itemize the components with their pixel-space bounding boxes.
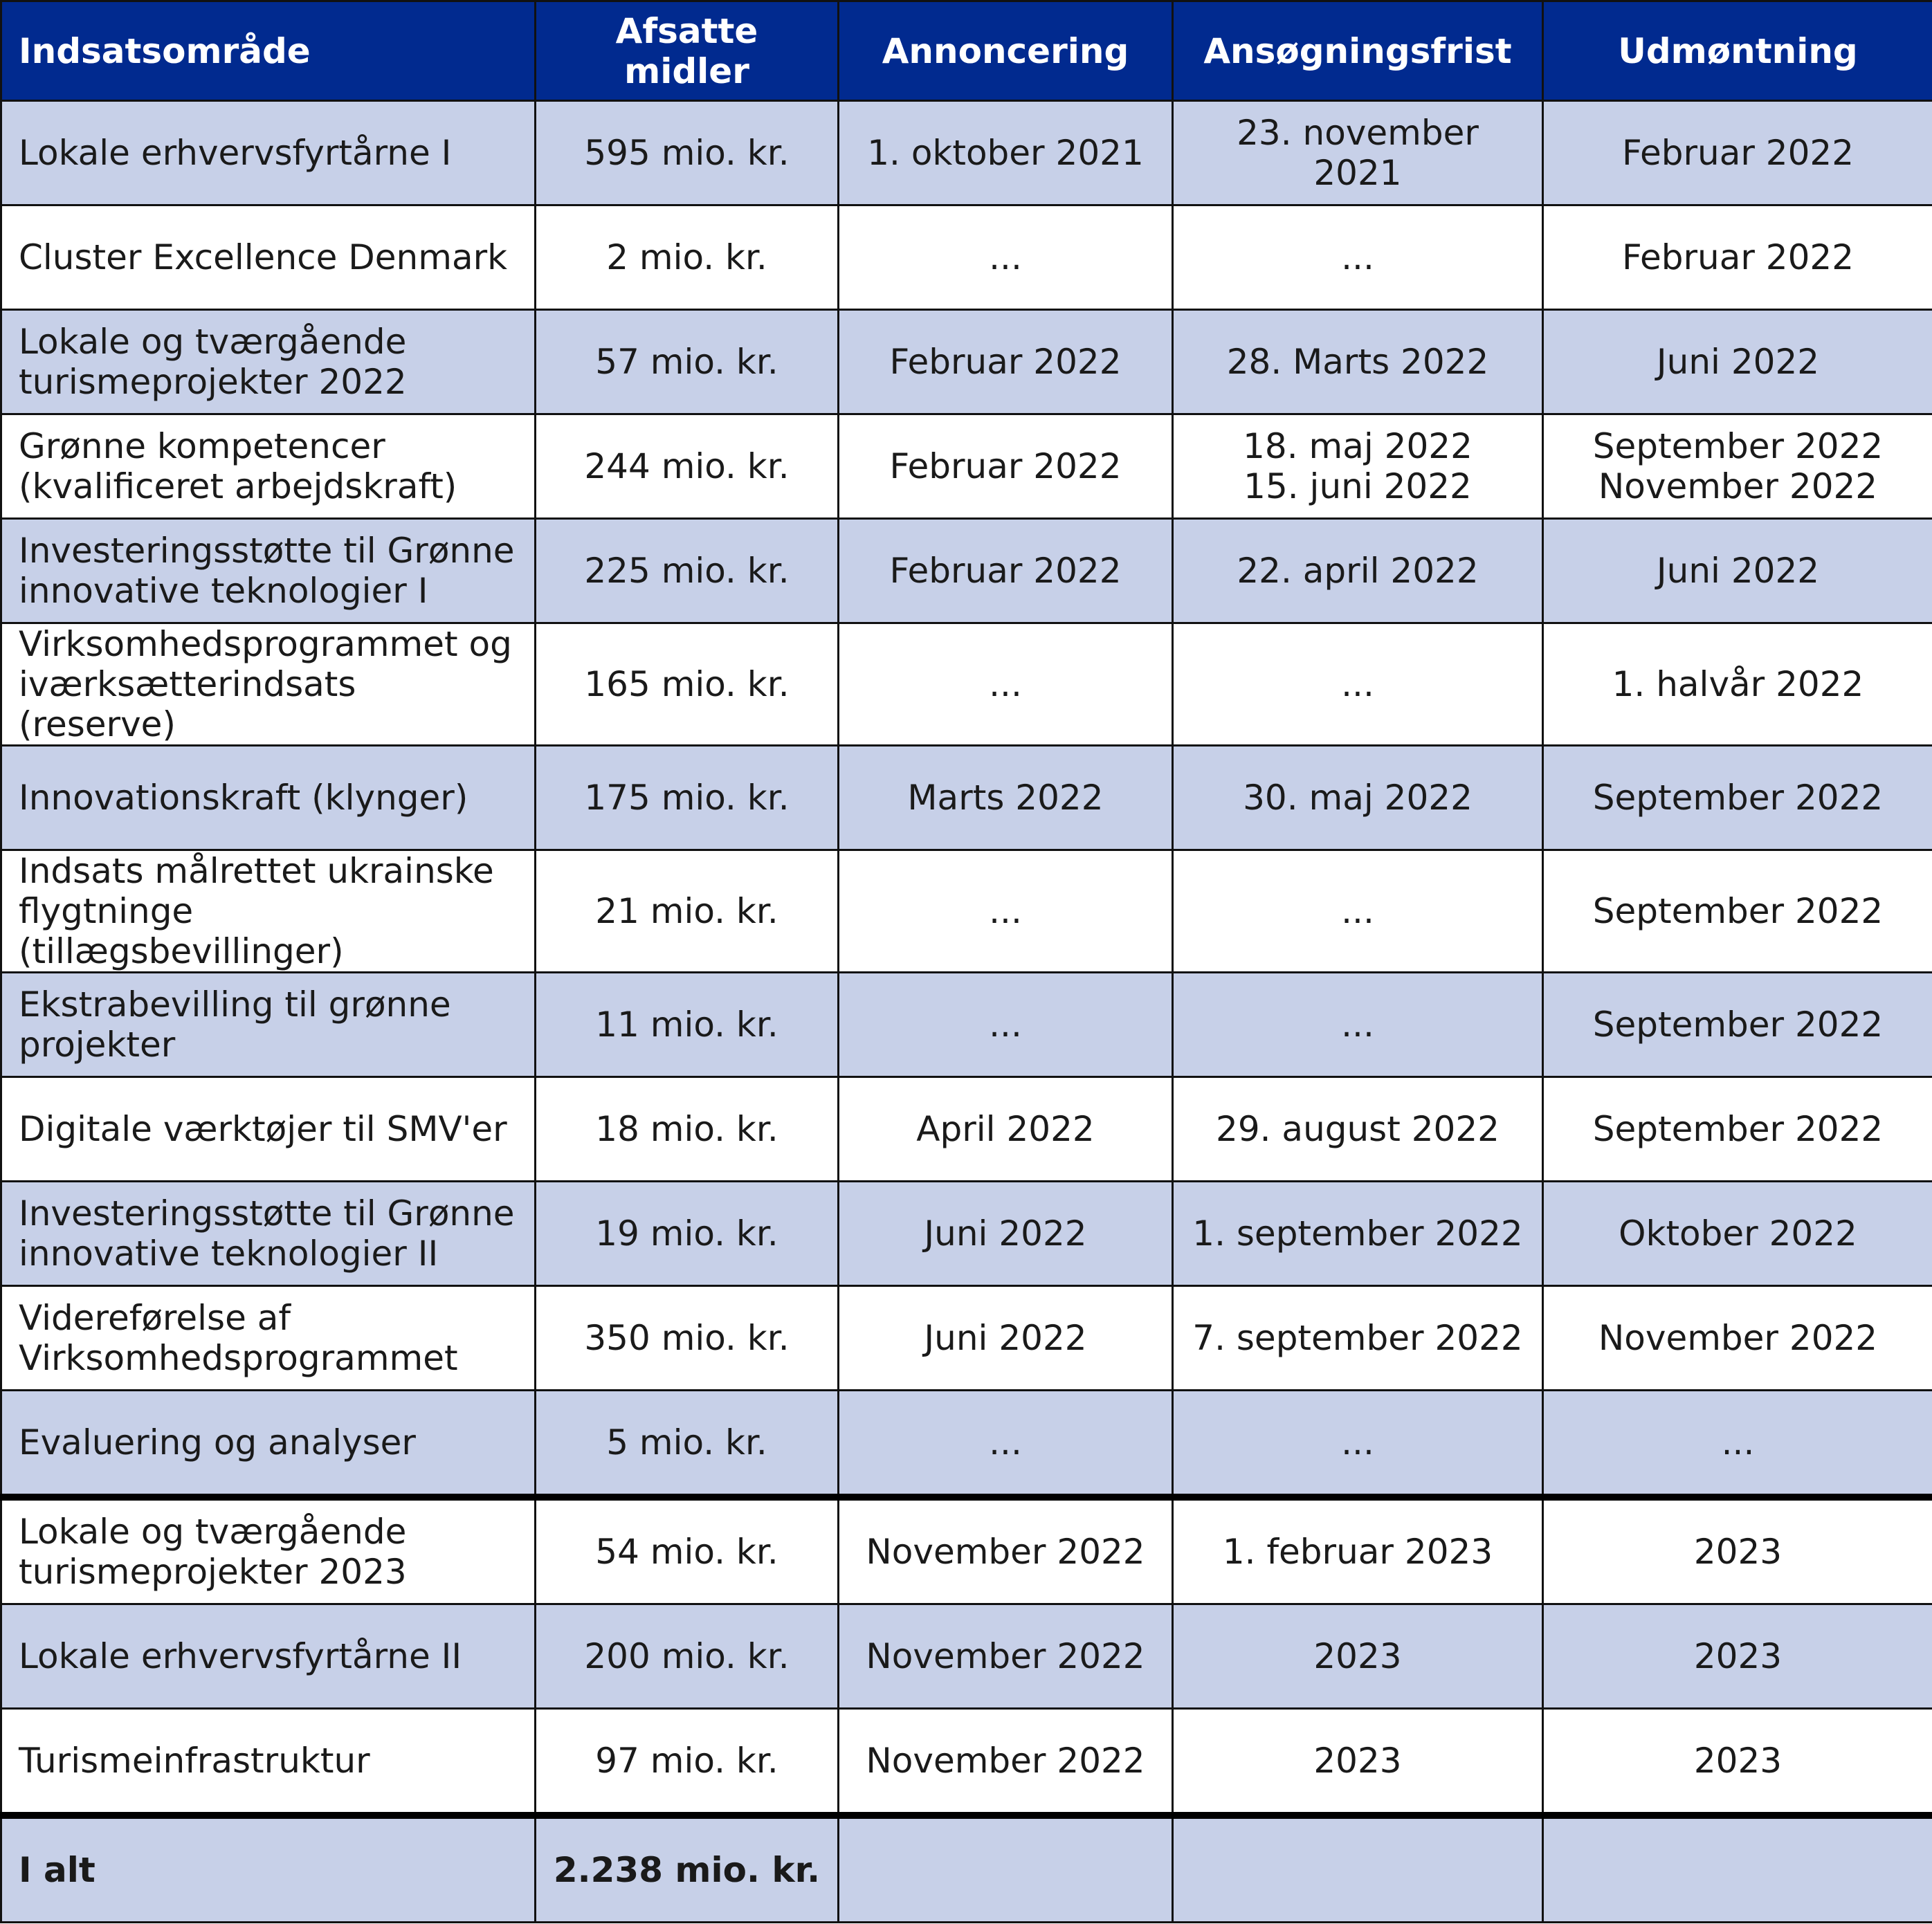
cell-area xyxy=(1,414,536,519)
cell-announcement xyxy=(839,205,1173,310)
cell-area xyxy=(1,1077,536,1182)
cell-area-line: Cluster Excellence Denmark xyxy=(19,237,508,277)
cell-deadline-line: 22. april 2022 xyxy=(1237,551,1479,591)
cell-announcement xyxy=(839,101,1173,205)
cell-area xyxy=(1,1182,536,1286)
cell-deadline xyxy=(1173,746,1543,850)
cell-disbursement xyxy=(1543,101,1932,205)
cell-deadline-line: 1. september 2022 xyxy=(1192,1213,1523,1254)
table-row xyxy=(1,1077,1932,1182)
cell-area-line: Ekstrabevilling til grønne xyxy=(19,984,451,1025)
cell-deadline-line: 28. Marts 2022 xyxy=(1226,342,1489,382)
cell-area-line: Evaluering og analyser xyxy=(19,1422,416,1463)
cell-area-line: (kvalificeret arbejdskraft) xyxy=(19,466,457,506)
cell-area xyxy=(1,1391,536,1498)
cell-deadline-line: 15. juni 2022 xyxy=(1243,466,1472,506)
cell-area-line: innovative teknologier I xyxy=(19,571,428,611)
table-row xyxy=(1,414,1932,519)
cell-announcement-line: Juni 2022 xyxy=(924,1213,1087,1254)
cell-announcement-line: Februar 2022 xyxy=(889,342,1122,382)
cell-funds: 21 mio. kr. xyxy=(536,850,839,973)
cell-announcement xyxy=(839,973,1173,1077)
cell-announcement-line: Marts 2022 xyxy=(907,778,1104,818)
cell-announcement xyxy=(839,1709,1173,1816)
cell-funds: 200 mio. kr. xyxy=(536,1604,839,1709)
cell-announcement-line: Februar 2022 xyxy=(889,551,1122,591)
header-area: Indsatsområde xyxy=(1,1,536,101)
cell-deadline xyxy=(1173,414,1543,519)
cell-announcement-line: ... xyxy=(989,237,1022,277)
cell-deadline-line: 30. maj 2022 xyxy=(1243,778,1473,818)
cell-deadline-line: ... xyxy=(1341,891,1374,931)
total-label: I alt xyxy=(1,1815,536,1923)
cell-deadline xyxy=(1173,310,1543,414)
cell-deadline-line: ... xyxy=(1341,237,1374,277)
table-row xyxy=(1,519,1932,623)
cell-area-line: flygtninge (tillægsbevillinger) xyxy=(19,891,344,971)
cell-area-line: Turismeinfrastruktur xyxy=(19,1741,370,1781)
cell-area xyxy=(1,205,536,310)
cell-area xyxy=(1,623,536,746)
cell-deadline-line: ... xyxy=(1341,1422,1374,1463)
total-row xyxy=(1,1815,1932,1923)
table-row xyxy=(1,973,1932,1077)
cell-announcement xyxy=(839,1182,1173,1286)
cell-disbursement xyxy=(1543,205,1932,310)
cell-disbursement xyxy=(1543,973,1932,1077)
cell-deadline xyxy=(1173,1077,1543,1182)
header-row xyxy=(1,1,1932,101)
cell-funds: 595 mio. kr. xyxy=(536,101,839,205)
cell-area-line: Innovationskraft (klynger) xyxy=(19,778,468,818)
cell-announcement-line: ... xyxy=(989,1005,1022,1045)
cell-deadline xyxy=(1173,850,1543,973)
table-row xyxy=(1,1286,1932,1391)
header-disbursement: Udmøntning xyxy=(1543,1,1932,101)
table-row xyxy=(1,850,1932,973)
cell-disbursement-line: Juni 2022 xyxy=(1656,342,1820,382)
total-empty-cell xyxy=(1173,1815,1543,1923)
cell-disbursement xyxy=(1543,1182,1932,1286)
cell-disbursement xyxy=(1543,1497,1932,1604)
cell-funds: 19 mio. kr. xyxy=(536,1182,839,1286)
cell-deadline xyxy=(1173,101,1543,205)
cell-announcement-line: ... xyxy=(989,664,1022,704)
cell-deadline-line: 23. november 2021 xyxy=(1237,113,1479,193)
cell-disbursement xyxy=(1543,850,1932,973)
cell-deadline-line: 2023 xyxy=(1313,1636,1402,1676)
cell-area-line: Lokale og tværgående xyxy=(19,322,407,362)
cell-deadline xyxy=(1173,1497,1543,1604)
cell-area-line: Lokale og tværgående xyxy=(19,1512,407,1552)
cell-area-line: Virksomhedsprogrammet og xyxy=(19,624,512,664)
cell-deadline-line: ... xyxy=(1341,1005,1374,1045)
cell-area-line: Investeringsstøtte til Grønne xyxy=(19,1193,515,1234)
cell-area-line: turismeprojekter 2023 xyxy=(19,1552,407,1592)
cell-deadline-line: 18. maj 2022 xyxy=(1243,426,1473,466)
cell-deadline-line: 29. august 2022 xyxy=(1216,1109,1500,1149)
total-empty-cell xyxy=(839,1815,1173,1923)
cell-announcement xyxy=(839,746,1173,850)
cell-disbursement xyxy=(1543,1077,1932,1182)
cell-announcement-line: April 2022 xyxy=(916,1109,1095,1149)
cell-announcement-line: November 2022 xyxy=(866,1532,1145,1572)
cell-funds: 11 mio. kr. xyxy=(536,973,839,1077)
cell-disbursement xyxy=(1543,623,1932,746)
cell-funds: 57 mio. kr. xyxy=(536,310,839,414)
cell-disbursement-line: Februar 2022 xyxy=(1621,133,1854,173)
cell-disbursement-line: 2023 xyxy=(1693,1532,1783,1572)
cell-announcement xyxy=(839,414,1173,519)
cell-funds: 2 mio. kr. xyxy=(536,205,839,310)
cell-deadline xyxy=(1173,1391,1543,1498)
cell-funds: 18 mio. kr. xyxy=(536,1077,839,1182)
cell-area xyxy=(1,1709,536,1816)
table-row xyxy=(1,746,1932,850)
table-row xyxy=(1,1497,1932,1604)
cell-area-line: iværksætterindsats (reserve) xyxy=(19,664,356,744)
header-announcement: Annoncering xyxy=(839,1,1173,101)
cell-area-line: turismeprojekter 2022 xyxy=(19,362,407,402)
cell-disbursement xyxy=(1543,519,1932,623)
cell-announcement xyxy=(839,1604,1173,1709)
cell-area-line: innovative teknologier II xyxy=(19,1234,439,1274)
cell-announcement xyxy=(839,1497,1173,1604)
cell-funds: 244 mio. kr. xyxy=(536,414,839,519)
cell-disbursement-line: September 2022 xyxy=(1592,1005,1884,1045)
cell-disbursement-line: Oktober 2022 xyxy=(1619,1213,1857,1254)
cell-deadline xyxy=(1173,519,1543,623)
cell-funds: 97 mio. kr. xyxy=(536,1709,839,1816)
cell-funds: 54 mio. kr. xyxy=(536,1497,839,1604)
cell-announcement-line: ... xyxy=(989,891,1022,931)
cell-deadline xyxy=(1173,1286,1543,1391)
cell-funds: 350 mio. kr. xyxy=(536,1286,839,1391)
table-row xyxy=(1,623,1932,746)
cell-area-line: Digitale værktøjer til SMV'er xyxy=(19,1109,507,1149)
cell-funds: 225 mio. kr. xyxy=(536,519,839,623)
table-row xyxy=(1,1604,1932,1709)
cell-deadline-line: ... xyxy=(1341,664,1374,704)
cell-deadline xyxy=(1173,623,1543,746)
table-row xyxy=(1,101,1932,205)
header-deadline: Ansøgningsfrist xyxy=(1173,1,1543,101)
cell-announcement-line: ... xyxy=(989,1422,1022,1463)
cell-deadline xyxy=(1173,1182,1543,1286)
cell-area-line: Grønne kompetencer xyxy=(19,426,385,466)
cell-area xyxy=(1,519,536,623)
cell-area-line: Lokale erhvervsfyrtårne I xyxy=(19,133,452,173)
table-row xyxy=(1,1182,1932,1286)
cell-area-line: Lokale erhvervsfyrtårne II xyxy=(19,1636,462,1676)
total-empty-cell xyxy=(1543,1815,1932,1923)
cell-disbursement-line: November 2022 xyxy=(1598,1318,1878,1358)
table-row xyxy=(1,310,1932,414)
cell-disbursement-line: September 2022 xyxy=(1592,891,1884,931)
cell-area xyxy=(1,973,536,1077)
cell-area-line: Videreførelse af xyxy=(19,1298,291,1338)
cell-area-line: projekter xyxy=(19,1025,176,1065)
cell-deadline-line: 2023 xyxy=(1313,1741,1402,1781)
cell-announcement xyxy=(839,1077,1173,1182)
cell-deadline xyxy=(1173,205,1543,310)
cell-area-line: Indsats målrettet ukrainske xyxy=(19,851,494,891)
cell-announcement xyxy=(839,623,1173,746)
cell-disbursement-line: Februar 2022 xyxy=(1621,237,1854,277)
cell-deadline xyxy=(1173,1709,1543,1816)
cell-announcement-line: Juni 2022 xyxy=(924,1318,1087,1358)
table-row xyxy=(1,1709,1932,1816)
cell-deadline xyxy=(1173,973,1543,1077)
cell-deadline-line: 7. september 2022 xyxy=(1192,1318,1523,1358)
cell-disbursement xyxy=(1543,414,1932,519)
cell-announcement-line: November 2022 xyxy=(866,1741,1145,1781)
cell-disbursement-line: 2023 xyxy=(1693,1636,1783,1676)
cell-deadline-line: 1. februar 2023 xyxy=(1222,1532,1493,1572)
cell-area xyxy=(1,1286,536,1391)
cell-announcement-line: Februar 2022 xyxy=(889,446,1122,486)
cell-announcement-line: November 2022 xyxy=(866,1636,1145,1676)
cell-disbursement-line: November 2022 xyxy=(1598,466,1878,506)
cell-disbursement xyxy=(1543,310,1932,414)
cell-disbursement xyxy=(1543,1604,1932,1709)
total-funds: 2.238 mio. kr. xyxy=(536,1815,839,1923)
header-funds: Afsatte midler xyxy=(536,1,839,101)
cell-funds: 175 mio. kr. xyxy=(536,746,839,850)
cell-disbursement-line: 2023 xyxy=(1693,1741,1783,1781)
cell-area xyxy=(1,101,536,205)
cell-disbursement xyxy=(1543,1391,1932,1498)
cell-area xyxy=(1,1604,536,1709)
cell-deadline xyxy=(1173,1604,1543,1709)
cell-area xyxy=(1,746,536,850)
cell-area-line: Virksomhedsprogrammet xyxy=(19,1338,458,1378)
cell-announcement-line: 1. oktober 2021 xyxy=(867,133,1144,173)
cell-disbursement xyxy=(1543,1709,1932,1816)
cell-disbursement xyxy=(1543,1286,1932,1391)
cell-disbursement-line: ... xyxy=(1721,1422,1755,1463)
cell-announcement xyxy=(839,1391,1173,1498)
cell-disbursement-line: September 2022 xyxy=(1592,778,1884,818)
cell-disbursement xyxy=(1543,746,1932,850)
cell-disbursement-line: September 2022 xyxy=(1592,426,1884,466)
cell-area xyxy=(1,1497,536,1604)
cell-announcement xyxy=(839,310,1173,414)
cell-disbursement-line: 1. halvår 2022 xyxy=(1612,664,1864,704)
cell-funds: 165 mio. kr. xyxy=(536,623,839,746)
table-row xyxy=(1,1391,1932,1498)
cell-funds: 5 mio. kr. xyxy=(536,1391,839,1498)
cell-area xyxy=(1,310,536,414)
table-row xyxy=(1,205,1932,310)
cell-announcement xyxy=(839,850,1173,973)
cell-announcement xyxy=(839,519,1173,623)
cell-announcement xyxy=(839,1286,1173,1391)
cell-area-line: Investeringsstøtte til Grønne xyxy=(19,531,515,571)
cell-area xyxy=(1,850,536,973)
cell-disbursement-line: Juni 2022 xyxy=(1656,551,1820,591)
cell-disbursement-line: September 2022 xyxy=(1592,1109,1884,1149)
